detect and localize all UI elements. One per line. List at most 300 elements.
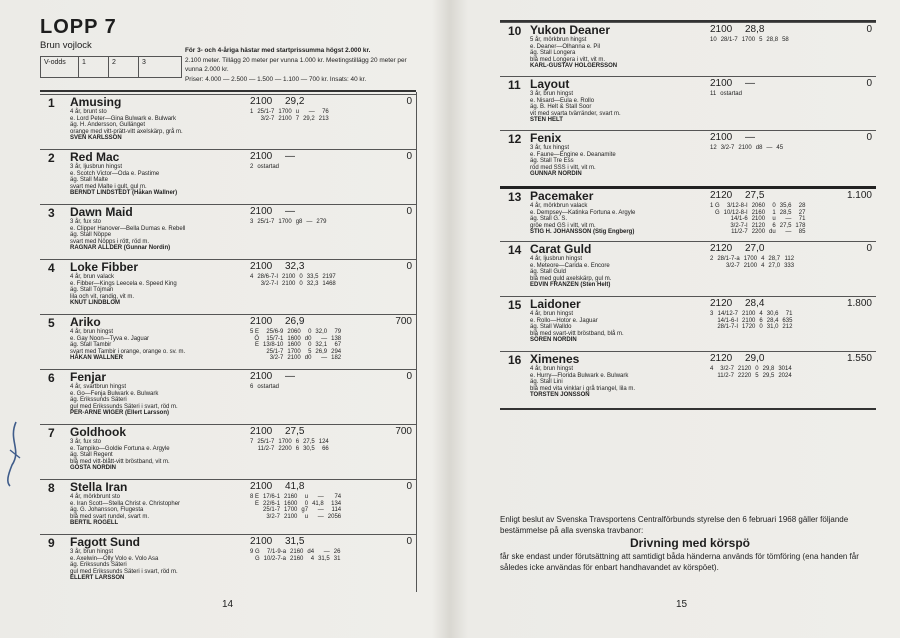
conditions-headline: För 3- och 4-åriga hästar med startprissumma högst 2.000 kr.	[185, 47, 371, 54]
start-cell: 1720	[742, 324, 756, 331]
detail-line: e. Gay Noon—Tyva e. Jaguar	[70, 335, 150, 342]
start-cell: 25/6-9	[266, 329, 284, 335]
detail-line: äg. Stall G. S.	[530, 216, 568, 223]
horse-number: 15	[508, 298, 522, 312]
start-cell: 1600	[284, 500, 298, 507]
start-cell	[708, 373, 715, 380]
start-cell: 1700	[743, 256, 758, 262]
start-cell: 26	[333, 549, 341, 555]
horse-entry	[500, 130, 876, 187]
start-cell: 28,5	[779, 209, 792, 216]
record-time: 27,0	[745, 243, 765, 254]
driver-name: STEN HELT	[530, 117, 563, 124]
record-time: 27,5	[745, 190, 765, 201]
start-cell: 1	[772, 209, 776, 216]
start-row	[708, 37, 791, 44]
start-distance: 2100	[710, 24, 733, 35]
start-cell: 25/1-7	[266, 348, 284, 355]
start-cell: —	[317, 507, 324, 514]
start-cell: 7/1-9-a	[267, 549, 287, 555]
start-cell: 11/2-7	[731, 229, 748, 236]
horse-details	[70, 219, 260, 252]
start-distance: 2120	[710, 298, 733, 309]
page-number-left: 14	[222, 599, 234, 610]
detail-line: 4 år, mörkbrunt sto	[70, 494, 121, 500]
horse-entry	[40, 149, 416, 205]
start-cell: 45	[776, 145, 784, 151]
start-row	[248, 274, 338, 281]
detail-line: e. Scotch Victor—Oda e. Pastime	[70, 170, 160, 177]
horse-name: Fagott Sund	[70, 535, 140, 549]
detail-line: 3 år, fux sto	[70, 439, 102, 445]
start-cell: Ö	[254, 335, 260, 342]
start-cell: ostartad	[720, 91, 742, 97]
horse-name: Stella Iran	[70, 480, 128, 494]
start-cell: 333	[784, 262, 795, 269]
horse-number: 11	[508, 78, 521, 92]
start-cell: d4	[307, 549, 315, 555]
record-time: 29,0	[745, 353, 765, 364]
horse-number: 12	[508, 132, 522, 146]
start-cell: 79	[334, 329, 342, 335]
start-cell: 182	[331, 355, 342, 362]
detail-line: e. Nisard—Eula e. Rollo	[530, 97, 595, 104]
start-cell: G	[255, 555, 260, 562]
start-cell: 10/2-7-a	[263, 555, 287, 562]
start-cell: ostartad	[257, 384, 280, 390]
detail-line: äg. G. Johansson, Flugesta	[70, 507, 144, 514]
start-cell: 7	[250, 439, 254, 445]
start-cell: 30,6	[766, 311, 779, 317]
previous-starts	[708, 203, 807, 236]
start-cell: 2100	[282, 280, 296, 287]
detail-line: 4 år, brun hingst	[530, 366, 574, 372]
previous-starts	[708, 256, 796, 269]
start-row	[708, 145, 785, 152]
start-row	[708, 256, 796, 263]
start-cell: G	[715, 209, 720, 216]
column-rule	[416, 92, 417, 592]
start-cell	[248, 507, 261, 514]
horse-details	[530, 145, 720, 178]
start-cell: 212	[782, 324, 793, 331]
horse-name: Fenjar	[70, 370, 107, 384]
start-distance: 2120	[710, 353, 733, 364]
start-cell: u	[295, 109, 300, 115]
start-cell: 11/2-7	[257, 445, 275, 452]
start-cell: 32,3	[306, 280, 319, 287]
prize-sum: 700	[395, 316, 412, 327]
start-cell: 14/12-7	[717, 311, 739, 317]
detail-line: 4 år, brun hingst	[70, 329, 114, 335]
detail-line: äg. Stall Lini	[530, 379, 563, 386]
horse-name: Goldhook	[70, 425, 126, 439]
start-cell: 11	[710, 91, 717, 97]
start-row	[708, 366, 794, 373]
horse-details	[530, 311, 720, 344]
prize-sum: 1.550	[846, 353, 872, 364]
start-row	[248, 494, 343, 501]
start-cell: 279	[316, 219, 327, 225]
start-distance: 2100	[250, 96, 273, 107]
prize-sum: 0	[406, 151, 412, 162]
start-cell: 25/1-7	[257, 109, 275, 115]
start-cell: 5	[759, 37, 763, 43]
horse-entry	[40, 259, 416, 315]
start-cell: 14/1-6	[730, 216, 748, 223]
start-cell: 26,9	[315, 348, 328, 355]
start-cell: 3/2-7	[260, 115, 275, 122]
horse-details	[530, 256, 720, 289]
previous-starts	[248, 274, 338, 287]
v-odds-box	[40, 56, 182, 78]
start-cell: du	[769, 229, 776, 236]
horse-entry	[500, 351, 876, 408]
detail-line: äg. H. Andersson, Gullänget	[70, 122, 146, 129]
start-cell: 28/1-7-I	[717, 324, 739, 331]
detail-line: äg. Stall Tambir	[70, 342, 112, 349]
start-cell: 1600	[287, 335, 301, 342]
detail-line: blå med vitt-blått-vitt bröstband, vit m.	[70, 458, 170, 465]
detail-line: e. Rollo—Hotor e. Jaguar	[530, 317, 598, 324]
record-time: 41,8	[285, 481, 305, 492]
race-title: LOPP 7	[40, 16, 117, 38]
detail-line: e. Clipper Hanover—Bella Dumas e. Rebell	[70, 225, 186, 232]
start-cell: 11/2-7	[717, 372, 734, 379]
start-cell: 2160	[290, 549, 304, 555]
start-cell	[708, 263, 715, 270]
start-row	[248, 349, 343, 356]
detail-line: gul med Erikssunds Säteri i svart, röd m.	[70, 403, 178, 410]
start-cell: 71	[785, 311, 793, 317]
start-cell: 178	[795, 222, 806, 229]
start-cell: 138	[331, 335, 342, 342]
start-cell: u	[304, 513, 309, 520]
prize-sum: 0	[406, 481, 412, 492]
start-row	[248, 446, 331, 453]
horse-details	[70, 329, 260, 362]
detail-line: vit med svarta tvärränder, svart m.	[530, 110, 621, 117]
prizes-text: Priser: 4.000 — 2.500 — 1.500 — 1.100 — 700 kr. Insats: 40 kr.	[185, 75, 367, 83]
start-cell: 25/1-7	[257, 219, 275, 225]
horse-number: 4	[48, 261, 55, 275]
start-row	[248, 501, 343, 508]
horse-details	[530, 91, 720, 124]
start-cell: E	[255, 342, 260, 349]
start-cell: 213	[318, 115, 329, 122]
start-row	[708, 216, 807, 223]
start-cell: 2100	[742, 311, 756, 317]
start-cell: 1700	[287, 348, 301, 355]
detail-line: blå med Longera i vitt, vit m.	[530, 56, 606, 63]
start-cell: 5	[308, 348, 312, 355]
start-cell: 28/1-7	[720, 37, 738, 43]
start-row	[248, 556, 342, 563]
previous-starts	[248, 494, 343, 520]
detail-line: blå med vita vinklar i grå triangel, lila m.	[530, 385, 636, 392]
horse-entry	[500, 241, 876, 297]
detail-line: blå med svart rundel, svart m.	[70, 513, 150, 520]
start-cell: 134	[331, 500, 342, 507]
start-cell: 17/6-1	[263, 494, 281, 500]
start-cell: 5	[755, 372, 759, 379]
previous-starts	[708, 37, 791, 44]
start-row	[708, 311, 794, 318]
start-row	[708, 324, 794, 331]
start-cell: 0	[304, 500, 309, 507]
start-cell: 3/12-8-I	[727, 203, 748, 209]
start-cell: 10/12-8-I	[723, 209, 748, 216]
start-cell: 2200	[278, 445, 292, 452]
previous-starts	[248, 329, 343, 362]
start-cell: 1	[250, 109, 254, 115]
start-cell: 76	[322, 109, 329, 115]
start-cell: 1468	[322, 280, 336, 287]
horse-name: Ximenes	[530, 352, 580, 366]
start-cell: 28,4	[766, 317, 779, 324]
start-cell: 6	[295, 439, 300, 445]
horse-name: Carat Guld	[530, 242, 592, 256]
notice-body: får ske endast under förutsättning att samtidigt båda händerna används för tömföring (ena handen får således icke användas för enbart handhavandet av körspöet).	[500, 552, 859, 572]
detail-line: e. Fibber—Kings Leecela e. Speed King	[70, 280, 177, 287]
start-cell: 2197	[322, 274, 336, 280]
detail-line: orange med vitt-prätt-vitt axelskärp, grå m.	[70, 128, 183, 135]
start-cell: 4	[310, 555, 315, 562]
start-cell: 31,0	[766, 324, 779, 331]
start-row	[248, 336, 343, 343]
horse-entry	[40, 94, 416, 150]
driver-name: GÖSTA NORDIN	[70, 465, 116, 472]
start-cell: 29,2	[303, 115, 315, 122]
start-cell: 27,5	[779, 222, 792, 229]
prize-sum: 1.100	[846, 190, 872, 201]
start-distance: 2120	[710, 243, 733, 254]
start-cell	[248, 355, 261, 362]
start-cell: 5 E	[250, 329, 260, 335]
horse-number: 9	[48, 536, 55, 550]
start-cell: 35,6	[779, 203, 792, 209]
start-cell: 3/2-7-I	[730, 222, 748, 229]
driver-name: EDVIN FRANZEN (Sten Helt)	[530, 282, 611, 289]
start-cell: —	[317, 494, 324, 500]
horse-number: 16	[508, 353, 522, 367]
start-cell: 25/1-7	[257, 439, 275, 445]
record-time: 31,5	[285, 536, 305, 547]
horse-name: Yukon Deaner	[530, 23, 611, 37]
start-cell: u	[304, 494, 309, 500]
horse-entry	[500, 186, 876, 244]
horse-number: 2	[48, 151, 55, 165]
start-cell: 28/6-7-I	[257, 274, 279, 280]
start-cell: 15/7-1	[266, 335, 284, 342]
horse-entry	[500, 22, 876, 77]
start-cell: 10	[710, 37, 717, 43]
start-row	[708, 210, 807, 217]
start-cell: 2100	[287, 355, 301, 362]
start-cell: 31,5	[318, 555, 330, 562]
start-row	[708, 91, 760, 98]
start-cell: 6	[759, 317, 763, 324]
detail-line: e. Go—Fenja Bulwark e. Bulwark	[70, 390, 159, 397]
detail-line: 4 år, brun hingst	[530, 311, 574, 317]
detail-line: äg. Stall Longera	[530, 50, 576, 57]
start-cell: 1 G	[710, 203, 720, 209]
start-cell: 25/1-7	[263, 507, 281, 514]
start-cell: 31	[333, 555, 341, 562]
rules-notice	[500, 514, 880, 573]
start-cell	[708, 318, 715, 325]
start-cell: 2024	[778, 372, 792, 379]
start-cell: 2	[710, 256, 714, 262]
header-rule	[40, 90, 416, 92]
bottom-rule-right	[500, 408, 876, 410]
start-cell: g8	[295, 219, 303, 225]
start-cell	[708, 216, 722, 223]
detail-line: 3 år, ljusbrun hingst	[70, 164, 123, 170]
start-cell: d8	[755, 145, 763, 151]
start-cell: 85	[798, 229, 806, 236]
detail-line: äg. Stall Guld	[530, 269, 567, 276]
start-cell: 1700	[278, 219, 292, 225]
driver-name: RAGNAR ALLDER (Gunnar Nordin)	[70, 245, 171, 252]
start-cell: 30,5	[303, 445, 315, 452]
start-cell: 28,8	[766, 37, 779, 43]
race-conditions	[185, 46, 417, 84]
start-cell: 3	[250, 219, 254, 225]
record-time: 32,3	[285, 261, 305, 272]
previous-starts	[248, 219, 328, 226]
start-cell: 71	[798, 216, 806, 223]
start-cell: 6	[295, 445, 300, 452]
right-page	[452, 0, 900, 638]
start-cell	[708, 324, 715, 331]
v-odds-cell-1: 1	[79, 57, 109, 77]
horse-details	[70, 494, 260, 527]
detail-line: äg. Stall Regent	[70, 452, 113, 459]
start-row	[248, 549, 342, 556]
start-cell: 27,5	[303, 439, 315, 445]
detail-line: 3 år, brun hingst	[70, 549, 114, 555]
start-row	[248, 439, 331, 446]
start-cell: 2200	[751, 229, 766, 236]
start-distance: 2100	[250, 536, 273, 547]
start-cell: 2100	[751, 216, 766, 223]
horse-details	[70, 549, 260, 582]
start-cell: —	[323, 549, 330, 555]
prize-sum: 0	[406, 261, 412, 272]
start-row	[248, 219, 328, 226]
detail-line: 4 år, brunt sto	[70, 109, 107, 115]
start-cell: —	[321, 335, 328, 342]
start-cell: 2100	[278, 115, 292, 122]
previous-starts	[708, 91, 760, 98]
detail-line: äg. Erikssunds Säteri	[70, 562, 127, 569]
start-cell: 66	[322, 445, 329, 452]
start-cell: 3/2-7-I	[260, 280, 279, 287]
previous-starts	[248, 109, 331, 122]
detail-line: 4 år, ljusbrun hingst	[530, 256, 583, 262]
horse-name: Fenix	[530, 131, 562, 145]
detail-line: e. Tampiko—Goldie Fortuna e. Argyle	[70, 445, 170, 452]
start-cell	[248, 349, 261, 356]
start-cell: 2	[250, 164, 254, 170]
previous-starts	[708, 366, 794, 379]
horse-number: 7	[48, 426, 55, 440]
driver-name: PER-ARNE WIGER (Ellert Larsson)	[70, 410, 170, 417]
start-cell: 67	[334, 342, 342, 349]
horse-details	[70, 274, 260, 307]
start-cell: 2120	[751, 222, 766, 229]
start-cell: 2100	[738, 145, 752, 151]
horse-name: Pacemaker	[530, 189, 594, 203]
driver-name: BERTIL ROGELL	[70, 520, 119, 527]
detail-line: e. Dempsey—Katinka Fortuna e. Argyle	[530, 209, 636, 216]
detail-line: e. Hurry—Florida Bulwark e. Bulwark	[530, 372, 629, 379]
v-odds-cell-2: 2	[109, 57, 139, 77]
v-odds-cell-3: 3	[142, 59, 146, 66]
detail-line: blå med svart-vitt bröstband, blå m.	[530, 330, 624, 337]
start-cell: 4	[759, 311, 763, 317]
start-cell: 29,5	[762, 372, 775, 379]
start-row	[708, 373, 794, 380]
start-distance: 2100	[250, 206, 273, 217]
driver-name: SVEN KARLSSON	[70, 135, 122, 142]
start-cell: —	[785, 216, 792, 223]
start-cell: 29,8	[762, 366, 775, 372]
detail-line: 4 år, svartbrun hingst	[70, 384, 127, 390]
horse-name: Amusing	[70, 95, 122, 109]
prize-sum: 0	[406, 536, 412, 547]
pencil-check-mark-icon	[2, 420, 28, 495]
start-row	[248, 281, 338, 288]
start-cell: 112	[784, 256, 795, 262]
start-cell: 2100	[282, 274, 296, 280]
start-row	[248, 164, 297, 171]
start-distance: 2100	[250, 261, 273, 272]
driver-name: BERNDT LINDSTEDT (Håkan Wallner)	[70, 190, 178, 197]
prize-sum: 700	[395, 426, 412, 437]
detail-line: 4 år, brun valack	[70, 274, 115, 280]
start-cell: 7	[295, 115, 300, 122]
start-cell	[293, 164, 297, 171]
start-row	[248, 384, 297, 391]
detail-line: gul med Erikssunds Säteri i svart, röd m.	[70, 568, 178, 575]
start-cell: 27,0	[768, 262, 781, 269]
start-cell: 2060	[751, 203, 766, 209]
record-time: —	[745, 78, 755, 89]
notice-title: Drivning med körspö	[629, 536, 751, 550]
detail-line: äg. Stall Walldo	[530, 324, 572, 331]
start-cell: 74	[334, 494, 342, 500]
start-cell: 32,0	[315, 329, 328, 335]
prize-sum: 0	[866, 24, 872, 35]
start-distance: 2100	[250, 316, 273, 327]
detail-line: e. Iran Scott—Stella Christ e. Christopher	[70, 500, 181, 507]
previous-starts	[708, 311, 794, 331]
start-cell: 1700	[741, 37, 756, 43]
start-row	[708, 229, 807, 236]
start-cell: 0	[755, 366, 759, 372]
start-cell: 14/1-6-I	[717, 317, 739, 324]
horse-number: 8	[48, 481, 55, 495]
detail-line: svart med Nöpps i rött, röd m.	[70, 238, 150, 245]
start-cell: 8 E	[250, 494, 260, 500]
start-cell	[708, 229, 722, 236]
start-cell: g7	[301, 507, 309, 514]
start-cell: 0	[299, 274, 303, 280]
driver-name: KNUT LINDBLOM	[70, 300, 120, 307]
start-cell	[248, 514, 261, 521]
